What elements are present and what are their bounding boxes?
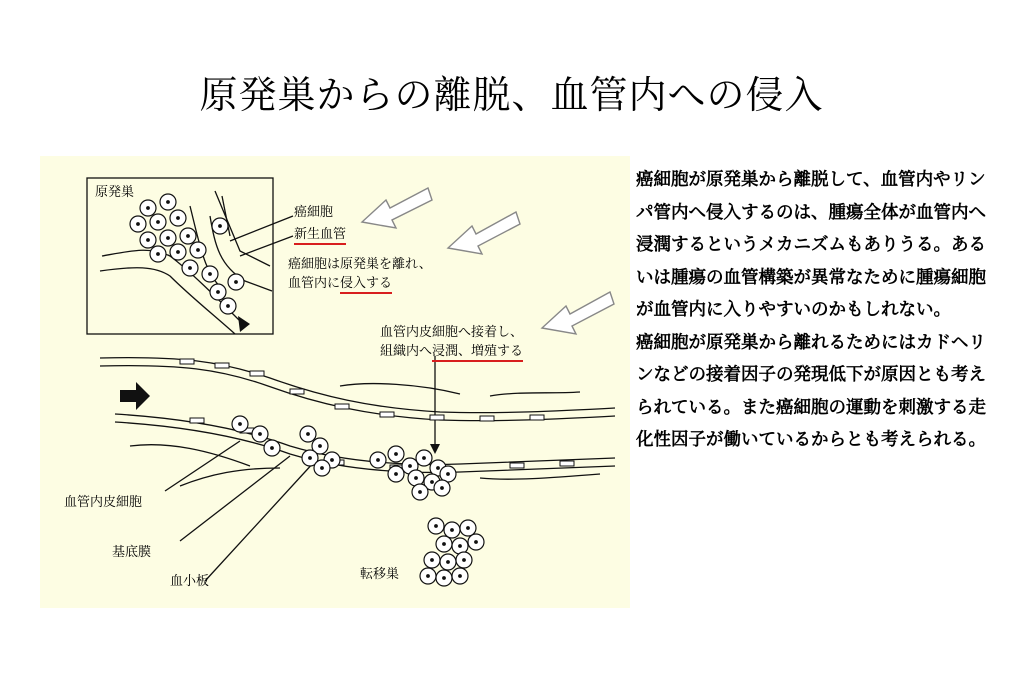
cell-nucleus [459,545,462,548]
cell-nucleus [463,559,466,562]
cell-nucleus [431,481,434,484]
label-new-vessel: 新生血管 [294,227,346,245]
tissue-fiber [130,445,250,466]
label-invade: 侵入する [340,276,392,294]
inset-title: 原発巣 [95,185,135,200]
endothelial-cell [335,404,349,409]
label-adhere-plain: 組織内へ [380,344,433,359]
endothelial-cell [190,418,204,423]
label-metastasis: 転移巣 [360,567,400,582]
cell-nucleus [459,575,462,578]
cell-nucleus [435,525,438,528]
cell-nucleus [321,467,324,470]
endothelial-cell [480,416,494,421]
cell-nucleus [319,445,322,448]
label-platelet: 血小板 [170,574,210,589]
cell-nucleus [147,207,150,210]
endothelial-cell [510,463,524,468]
metastasis-diagram [40,156,630,608]
cell-nucleus [227,305,230,308]
endothelial-cell [430,415,444,420]
label-detach-line1: 癌細胞は原発巣を離れ、 [288,257,432,272]
leader-line [240,236,293,256]
cell-nucleus [431,559,434,562]
cell-nucleus [409,465,412,468]
cell-nucleus [395,473,398,476]
leader-line [180,456,290,541]
vessel-wall [100,358,615,413]
endothelial-cell [560,461,574,466]
endothelial-cell [180,359,194,364]
cell-nucleus [437,467,440,470]
leader-line [230,216,293,241]
cell-nucleus [147,239,150,242]
vessel-wall [115,422,615,472]
cell-nucleus [167,237,170,240]
cell-nucleus [423,457,426,460]
label-detach-line2 [288,275,392,292]
cell-nucleus [239,423,242,426]
cell-nucleus [441,487,444,490]
cell-nucleus [187,235,190,238]
tissue-fiber [340,384,460,394]
endothelial-cell [215,363,229,368]
cell-nucleus [447,561,450,564]
cell-nucleus [377,459,380,462]
diagram-drawing [40,156,630,608]
label-adhere-line1: 血管内皮細胞へ接着し、 [380,325,524,340]
cell-nucleus [189,267,192,270]
cell-nucleus [419,491,422,494]
endothelial-cell [380,412,394,417]
label-endothelial: 血管内皮細胞 [64,495,143,510]
cell-nucleus [219,225,222,228]
label-adhere-line2 [380,343,523,360]
cell-nucleus [209,273,212,276]
cell-nucleus [447,473,450,476]
label-infiltrate: 浸潤、増殖する [432,344,523,362]
label-basement-membrane: 基底膜 [112,545,152,560]
hollow-arrow [362,188,432,228]
cell-nucleus [177,217,180,220]
endothelial-cell [290,389,304,394]
cell-nucleus [235,281,238,284]
tissue-fiber [480,474,600,479]
cell-nucleus [259,433,262,436]
cell-nucleus [475,541,478,544]
label-detach-plain: 血管内に [288,276,341,291]
cell-nucleus [271,447,274,450]
paragraph-2: 癌細胞が原発巣から離れるためにはカドヘリンなどの接着因子の発現低下が原因とも考えられている。また癌細胞の運動を刺激する走化性因子が働いているからとも考えられる。 [636,332,986,450]
slide-title: 原発巣からの離脱、血管内への侵入 [199,73,824,117]
cell-nucleus [307,433,310,436]
cell-nucleus [467,527,470,530]
body-text [636,164,986,457]
cell-nucleus [443,543,446,546]
cell-nucleus [451,529,454,532]
arrow-head [238,316,250,332]
cell-nucleus [443,577,446,580]
cell-nucleus [415,477,418,480]
cell-nucleus [395,453,398,456]
cell-nucleus [157,253,160,256]
flow-arrow [120,382,150,410]
cell-nucleus [167,201,170,204]
cell-nucleus [137,223,140,226]
hollow-arrow [542,292,614,334]
cell-nucleus [427,575,430,578]
leader-line [165,441,240,491]
endothelial-cell [250,371,264,376]
label-cancer-cell: 癌細胞 [294,205,334,220]
hollow-arrow [448,212,520,254]
arrow-head [430,444,440,454]
cell-nucleus [157,221,160,224]
endothelial-cell [530,415,544,420]
paragraph-1: 癌細胞が原発巣から離脱して、血管内やリンパ管内へ侵入するのは、腫瘍全体が血管内へ浸潤するというメカニズムもありうる。あるいは腫瘍の血管構築が異常なために腫瘍細胞が血管内に入りやすいのかもしれない。 [636,170,986,320]
cell-nucleus [309,457,312,460]
cell-nucleus [331,459,334,462]
cell-nucleus [197,249,200,252]
cell-nucleus [217,291,220,294]
tissue-fiber [490,392,580,396]
cell-nucleus [177,251,180,254]
